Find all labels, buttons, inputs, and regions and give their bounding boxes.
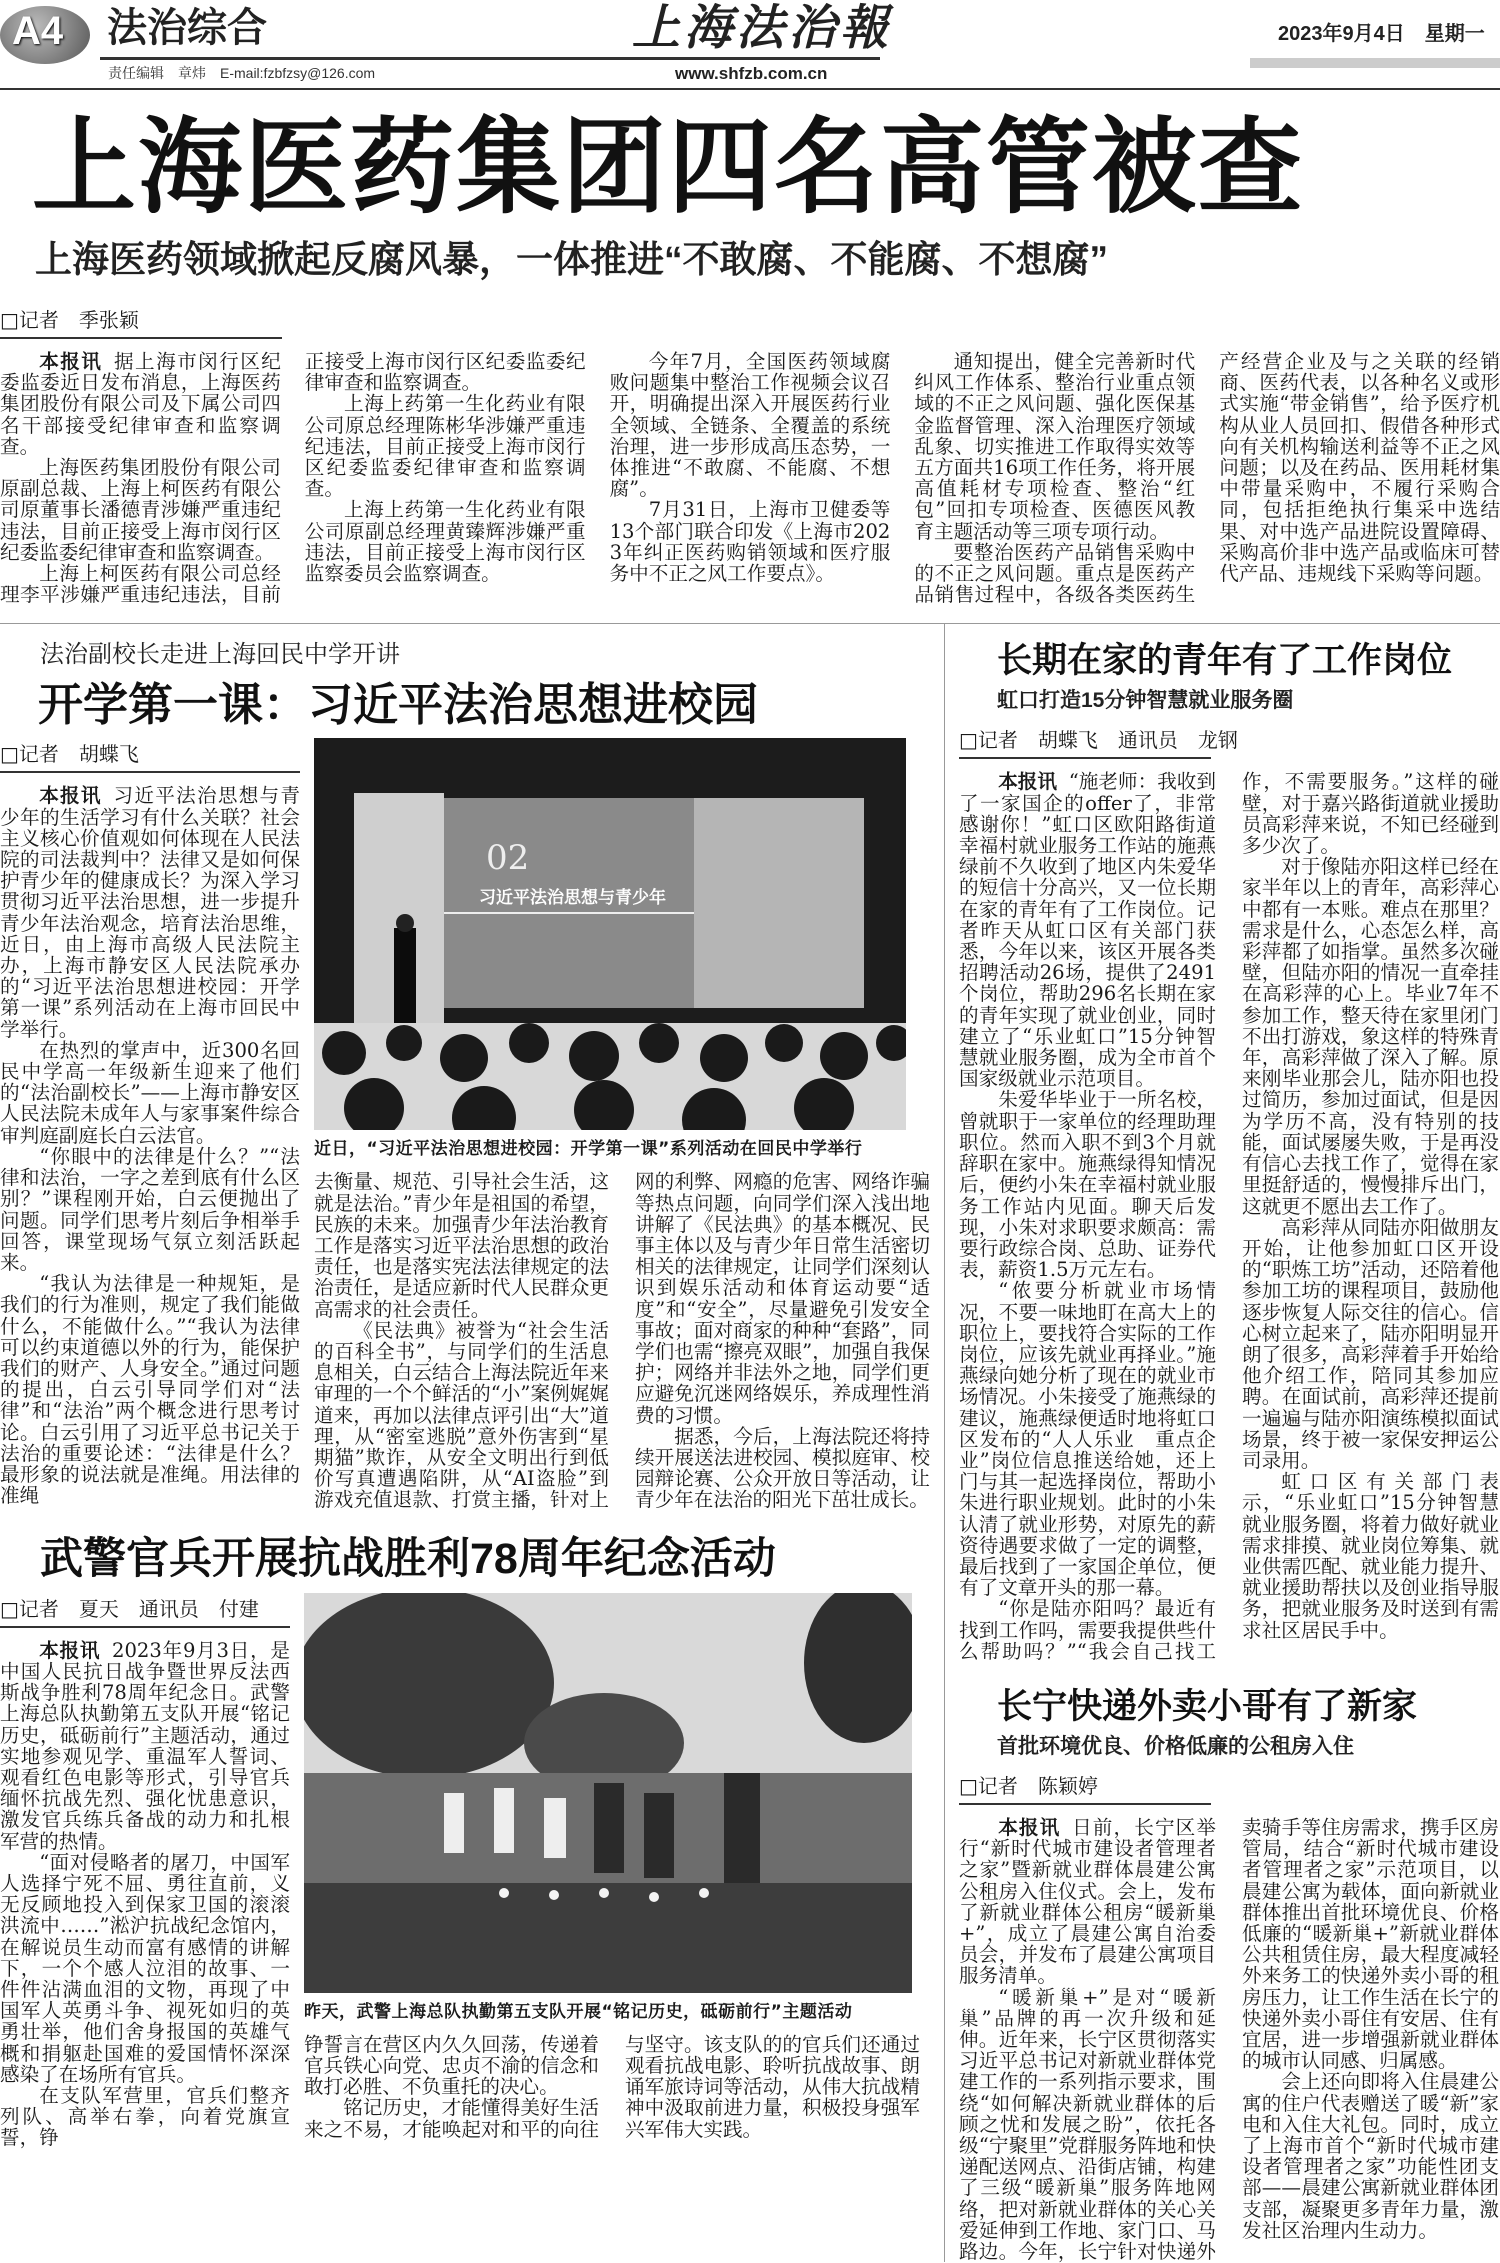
lead-label: 本报讯 — [39, 1638, 101, 1662]
paragraph: 铮誓言在营区内久久回荡，传递着官兵铁心向党、忠贞不渝的信念和敢打必胜、不负重托的决心。 — [304, 2032, 599, 2099]
paragraph: 对于像陆亦阳这样已经在家半年以上的青年，高彩萍心中都有一本账。难点在那里？需求是什么，心态怎么样，高彩萍都了如指掌。虽然多次碰壁，但陆亦阳的情况一直牵挂在高彩萍的心上。毕业7年不参加工作，整天待在家里闭门不出打游戏，象这样的特殊青年，高彩萍做了深入了解。原来刚毕业那会儿，陆亦阳也投过简历，参加过面试，但是因为学历不高，没有特别的技能，面试屡屡失败，于是再没有信心去找工作了，觉得在家里挺舒适的，慢慢排斥出门，这就更不愿出去工作了。 — [1242, 855, 1499, 1218]
byline: □记者 夏天 通讯员 付建 — [0, 1593, 290, 1628]
article-body-bottom — [304, 2034, 920, 2140]
paragraph: 去衡量、规范、引导社会生活，这就是法治。”青少年是祖国的希望，民族的未来。加强青少年法治教育工作是落实习近平法治思想的政治责任，也是落实宪法法律规定的法治责任，是适应新时代人民群众更高需求的社会责任。 — [314, 1170, 609, 1321]
byline: □记者 胡蝶飞 — [0, 738, 300, 773]
issue-date: 2023年9月4日 星期一 — [1278, 23, 1485, 45]
paragraph: 会上还向即将入住晨建公寓的住户代表赠送了暖“新”家电和入住大礼包。同时，成立了上海市首个“新时代城市建设者管理者之家”功能性团支部——晨建公寓新就业群体团支部，凝聚更多青年力量，激发社区治理内生动力。 — [1242, 2070, 1499, 2242]
section-title: 法治综合 — [107, 6, 267, 50]
paragraph: 据上海市闵行区纪委监委近日发布消息，上海医药集团股份有限公司及下属公司四名干部接受纪律审查和监察调查。 — [0, 350, 281, 458]
screen-number: 02 — [486, 838, 530, 879]
article-body — [959, 1817, 1499, 2262]
article-subheadline: 虹口打造15分钟智慧就业服务圈 — [997, 689, 1294, 713]
paragraph: 朱爱华毕业于一所名校，曾就职于一家单位的经理助理职位。然而入职不到3个月就辞职在家中。施燕绿得知情况后，便约小朱在幸福村就业服务工作站内见面。聊天后发现，小朱对求职要求颇高：需要行政综合岗、总助、证券代表，薪资1.5万元左右。 — [959, 1088, 1216, 1282]
lead-label: 本报讯 — [39, 350, 103, 373]
byline: □记者 陈颖婷 — [959, 1770, 1211, 1805]
paragraph: 铭记历史，才能懂得美好生活来之不易，才能唤起对和平的向往与坚守。该支队的的官兵们还通过观看抗战电影、聆听抗战故事、朗诵军旅诗词等活动，从伟大抗战精神中汲取前进力量，积极投身强军兴军伟大实践。 — [304, 2032, 920, 2141]
paragraph: 习近平法治思想与青少年的生活学习有什么关联？社会主义核心价值观如何体现在人民法院的司法裁判中？法律又是如何保护青少年的健康成长？为深入学习贯彻习近平法治思想，进一步提升青少年法治观念，培育法治思维，近日，由上海市高级人民法院主办，上海市静安区人民法院承办的“习近平法治思想进校园：开学第一课”系列活动在上海市回民中学举行。 — [0, 784, 301, 1041]
article-body-left — [0, 785, 300, 1506]
photo-memorial-ceremony — [304, 1593, 912, 1993]
screen-title: 习近平法治思想与青少年 — [479, 888, 666, 908]
article-youth-employment — [959, 624, 1500, 1662]
paragraph: “暖新巢+”是对“暖新巢”品牌的再一次升级和延伸。近年来，长宁区贯彻落实习近平总书记对新就业群体党建工作的一系列指示要求，围绕“如何解决新就业群体的后顾之忧和发展之盼”，依托各级“宁聚里”党群服务阵地和快递配送网点、沿街店铺，构建了三级“暖新巢”服务阵地网络，把对新就业群体的关心关爱延伸到工作地、家门口、马路边。今年，长宁针对快递外卖骑手等住房需求，携手区房管局，结合“新时代城市建设者管理者之家”示范项目，以晨建公寓为载体，面向新就业群体推出首批环境优良、价格低廉的“暖新巢+”新就业群体公共租赁住房，最大程度减轻外来务工的快递外卖小哥的租房压力，让工作生活在长宁的快递外卖小哥住有安居、住有宜居，进一步增强新就业群体的城市认同感、归属感。 — [959, 1815, 1499, 2263]
lead-label: 本报讯 — [998, 770, 1057, 794]
lead-label: 本报讯 — [998, 1815, 1061, 1839]
left-region — [0, 624, 944, 2148]
editor-line: 责任编辑 章炜 E-mail:fzbfzsy@126.com — [108, 65, 376, 81]
paragraph: 上海上柯医药有限公司总经理李平涉嫌严重违纪违法，目前正接受上海市闵行区纪委监委纪律审查和监察调查。 — [0, 350, 586, 607]
photo-classroom-lecture — [314, 738, 906, 1130]
header-bottom-rule — [0, 88, 1500, 90]
article-headline: 开学第一课：习近平法治思想进校园 — [38, 679, 759, 731]
paragraph: 上海上药第一生化药业有限公司原副总经理黄臻辉涉嫌严重违法，目前正接受上海市闵行区监察委员会监察调查。 — [304, 498, 586, 586]
byline: □记者 胡蝶飞 通讯员 龙钢 — [959, 724, 1211, 759]
main-headline: 上海医药集团四名高管被查 — [32, 110, 1305, 226]
paragraph: 在支队军营里，官兵们整齐列队、高举右拳，向着党旗宣誓，铮 — [0, 2083, 290, 2150]
article-subheadline: 首批环境优良、价格低廉的公租房入住 — [997, 1734, 1354, 1758]
paragraph: 上海医药集团股份有限公司原副总裁、上海上柯医药有限公司原董事长潘德青涉嫌严重违纪违法，目前正接受上海市闵行区纪委监委纪律审查和监察调查。 — [0, 456, 281, 564]
lecture-photo-drawing — [314, 738, 906, 1130]
page-header — [0, 0, 1500, 96]
paragraph: “施老师：我收到了一家国企的offer了，非常感谢你！”虹口区欧阳路街道幸福村就业服务工作站的施燕绿前不久收到了地区内朱爱华的短信十分高兴，又一位长期在家的青年有了工作岗位。记者昨天从虹口区有关部门获悉，今年以来，该区开展各类招聘活动26场，提供了2491个岗位，帮助296名长期在家的青年实现了就业创业，同时建立了“乐业虹口”15分钟智慧就业服务圈，成为全市首个国家级就业示范项目。 — [959, 770, 1216, 1091]
right-region — [944, 624, 1500, 2262]
lead-label: 本报讯 — [39, 784, 102, 808]
article-courier-housing — [959, 1662, 1500, 2262]
article-headline: 武警官兵开展抗战胜利78周年纪念活动 — [40, 1534, 776, 1583]
paragraph: 虹口区有关部门表示，“乐业虹口”15分钟智慧就业服务圈，将着力做好就业需求排摸、就业岗位筹集、就业供需匹配、就业能力提升、就业援助帮扶以及创业指导服务，把就业服务及时送到有需求社区居民手中。 — [1242, 1470, 1499, 1642]
header-rule-left — [100, 57, 880, 60]
article-armed-police — [0, 1511, 932, 2149]
paragraph: “面对侵略者的屠刀，中国军人选择宁死不屈、勇往直前，义无反顾地投入到保家卫国的滚滚洪流中……”淞沪抗战纪念馆内，在解说员生动而富有感情的讲解下，一个个感人泣泪的故事、一件件沾满血泪的文物，再现了中国军人英勇斗争、视死如归的英勇壮举，他们舍身报国的英雄气概和捐躯赴国难的爱国情怀深深感染了在场所有官兵。 — [0, 1850, 290, 2086]
article-body-bottom — [314, 1171, 930, 1510]
article-school-lecture — [0, 624, 932, 1510]
paragraph: 2023年9月3日，是中国人民抗日战争暨世界反法西斯战争胜利78周年纪念日。武警上海总队执勤第五支队开展“铭记历史，砥砺前行”主题活动，通过实地参观见学、重温军人誓词、观看红色电影等形式，引导官兵缅怀抗战先烈、强化忧患意识，激发官兵练兵备战的动力和扎根军营的热情。 — [0, 1638, 291, 1853]
article-headline: 长期在家的青年有了工作岗位 — [997, 641, 1453, 681]
paragraph: 在热烈的掌声中，近300名回民中学高一年级新生迎来了他们的“法治副校长”——上海市静安区人民法院未成年人与家事案件综合审判庭副庭长白云法官。 — [0, 1038, 300, 1147]
article-body — [959, 771, 1499, 1662]
paragraph: “我认为法律是一种规矩，是我们的行为准则，规定了我们能做什么，不能做什么。”“我认为法律可以约束道德以外的行为，能保护我们的财产、人身安全。”通过问题的提出，白云引导同学们对“法律”和“法治”两个概念进行思考讨论。白云引用了习近平总书记关于法治的重要论述：“法律是什么？最形象的说法就是准绳。用法律的准绳 — [0, 1272, 300, 1508]
paragraph: 今年7月，全国医药领域腐败问题集中整治工作视频会议召开，明确提出深入开展医药行业全领域、全链条、全覆盖的系统治理，进一步形成高压态势，一体推进“不敢腐、不能腐、不想腐”。 — [609, 350, 891, 501]
date-bar — [1250, 58, 1500, 68]
lead-article — [0, 96, 1500, 624]
website: www.shfzb.com.cn — [675, 64, 828, 83]
ceremony-photo-drawing — [304, 1593, 912, 1993]
paragraph: 要整治医药产品销售采购中的不正之风问题。重点是医药产品销售过程中，各级各类医药生产经营企业及与之关联的经销商、医药代表，以各种名义或形式实施“带金销售”，给予医疗机构从业人员回扣、假借各种形式向有关机构输送利益等不正之风问题；以及在药品、医用耗材集中带量采购中，不履行采购合同，包括拒绝执行集采中选结果、对中选产品进院设置障碍、采购高价非中选产品或临床可替代产品、违规线下采购等问题。 — [914, 350, 1500, 607]
byline: □记者 季张颖 — [0, 304, 282, 339]
paragraph: 通知提出，健全完善新时代纠风工作体系、整治行业重点领域的不正之风问题、强化医保基金监督管理、深入治理医疗领域乱象、切实推进工作取得实效等五方面共16项工作任务，将开展高值耗材专项检查、整治“红包”回扣专项检查、医德医风教育主题活动等三项专项行动。 — [914, 350, 1196, 543]
lower-section — [0, 624, 1500, 2262]
paragraph: “你是陆亦阳吗？最近有找到工作吗，需要我提供些什么帮助吗？”“我会自己找工作，不需要服务。”这样的碰壁，对于嘉兴路街道就业援助员高彩萍来说，不知已经碰到多少次了。 — [959, 770, 1499, 1663]
paragraph: 上海上药第一生化药业有限公司原总经理陈彬华涉嫌严重违纪违法，目前正接受上海市闵行区纪委监委纪律审查和监察调查。 — [304, 392, 586, 501]
paragraph: 日前，长宁区举行“新时代城市建设者管理者之家”暨新就业群体晨建公寓公租房入住仪式。会上，发布了新就业群体公租房“暖新巢+”，成立了晨建公寓自治委员会，并发布了晨建公寓项目服务清单。 — [959, 1815, 1216, 1988]
paragraph: “你眼中的法律是什么？”“法律和法治，一字之差到底有什么区别？”课程刚开始，白云便抛出了问题。同学们思考片刻后争相举手回答，课堂现场气氛立刻活跃起来。 — [0, 1144, 300, 1274]
page-number: A4 — [12, 9, 64, 53]
paragraph: 据悉，今后，上海法院还将持续开展送法进校园、模拟庭审、校园辩论赛、公众开放日等活动，让青少年在法治的阳光下茁壮成长。 — [635, 1424, 930, 1512]
paragraph: 7月31日，上海市卫健委等13个部门联合印发《上海市2023年纠正医药购销领域和医疗服务中不正之风工作要点》。 — [609, 498, 891, 586]
main-subheadline: 上海医药领域掀起反腐风暴，一体推进“不敢腐、不能腐、不想腐” — [35, 239, 1108, 280]
photo-caption: 昨天，武警上海总队执勤第五支队开展“铭记历史，砥砺前行”主题活动 — [304, 2001, 853, 2022]
article-body-left — [0, 1640, 290, 2149]
article-headline: 长宁快递外卖小哥有了新家 — [997, 1686, 1418, 1726]
paragraph: 高彩萍从同陆亦阳做朋友开始，让他参加虹口区开设的“职炼工坊”活动，还陪着他参加工坊的课程项目，鼓励他逐步恢复人际交往的信心。信心树立起来了，陆亦阳明显开朗了很多，高彩萍着手开始给他介绍工作，陪同其参加应聘。在面试前，高彩萍还提前一遍遍与陆亦阳演练模拟面试场景，终于被一家保安押运公司录用。 — [1242, 1215, 1499, 1472]
article-body — [0, 351, 1500, 605]
paragraph: “侬要分析就业市场情况，不要一味地盯在高大上的职位上，要找符合实际的工作岗位，应该先就业再择业。”施燕绿向她分析了现在的就业市场情况。小朱接受了施燕绿的建议，施燕绿便适时地将虹口区发布的“人人乐业 重点企业”岗位信息推送给她，还上门与其一起选择岗位，帮助小朱进行职业规划。此时的小朱认清了就业形势，对原先的薪资待遇要求做了一定的调整，最后找到了一家国企单位，便有了文章开头的那一幕。 — [959, 1279, 1216, 1600]
paragraph: 《民法典》被誉为“社会生活的百科全书”，与同学们的生活息息相关，白云结合上海法院近年来审理的一个个鲜活的“小”案例娓娓道来，再加以法律点评引出“大”道理，从“密室逃脱”意外伤害到“星期猫”欺诈，从安全文明出行到低价写真遭遇陷阱，从“AI盗脸”到游戏充值退款、打赏主播，针对上网的利弊、网瘾的危害、网络诈骗等热点问题，向同学们深入浅出地讲解了《民法典》的基本概况、民事主体以及与青少年日常生活密切相关的法律规定，让同学们深刻认识到娱乐活动和体育运动要“适度”和“安全”，尽量避免引发安全事故；面对商家的种种“套路”，同学们也需“擦亮双眼”，加强自我保护；网络并非法外之地，同学们更应避免沉迷网络娱乐，养成理性消费的习惯。 — [314, 1170, 930, 1512]
kicker: 法治副校长走进上海回民中学开讲 — [40, 641, 400, 669]
masthead-logo: 上海法治報 — [632, 0, 893, 56]
photo-caption: 近日，“习近平法治思想进校园：开学第一课”系列活动在回民中学举行 — [314, 1139, 863, 1160]
